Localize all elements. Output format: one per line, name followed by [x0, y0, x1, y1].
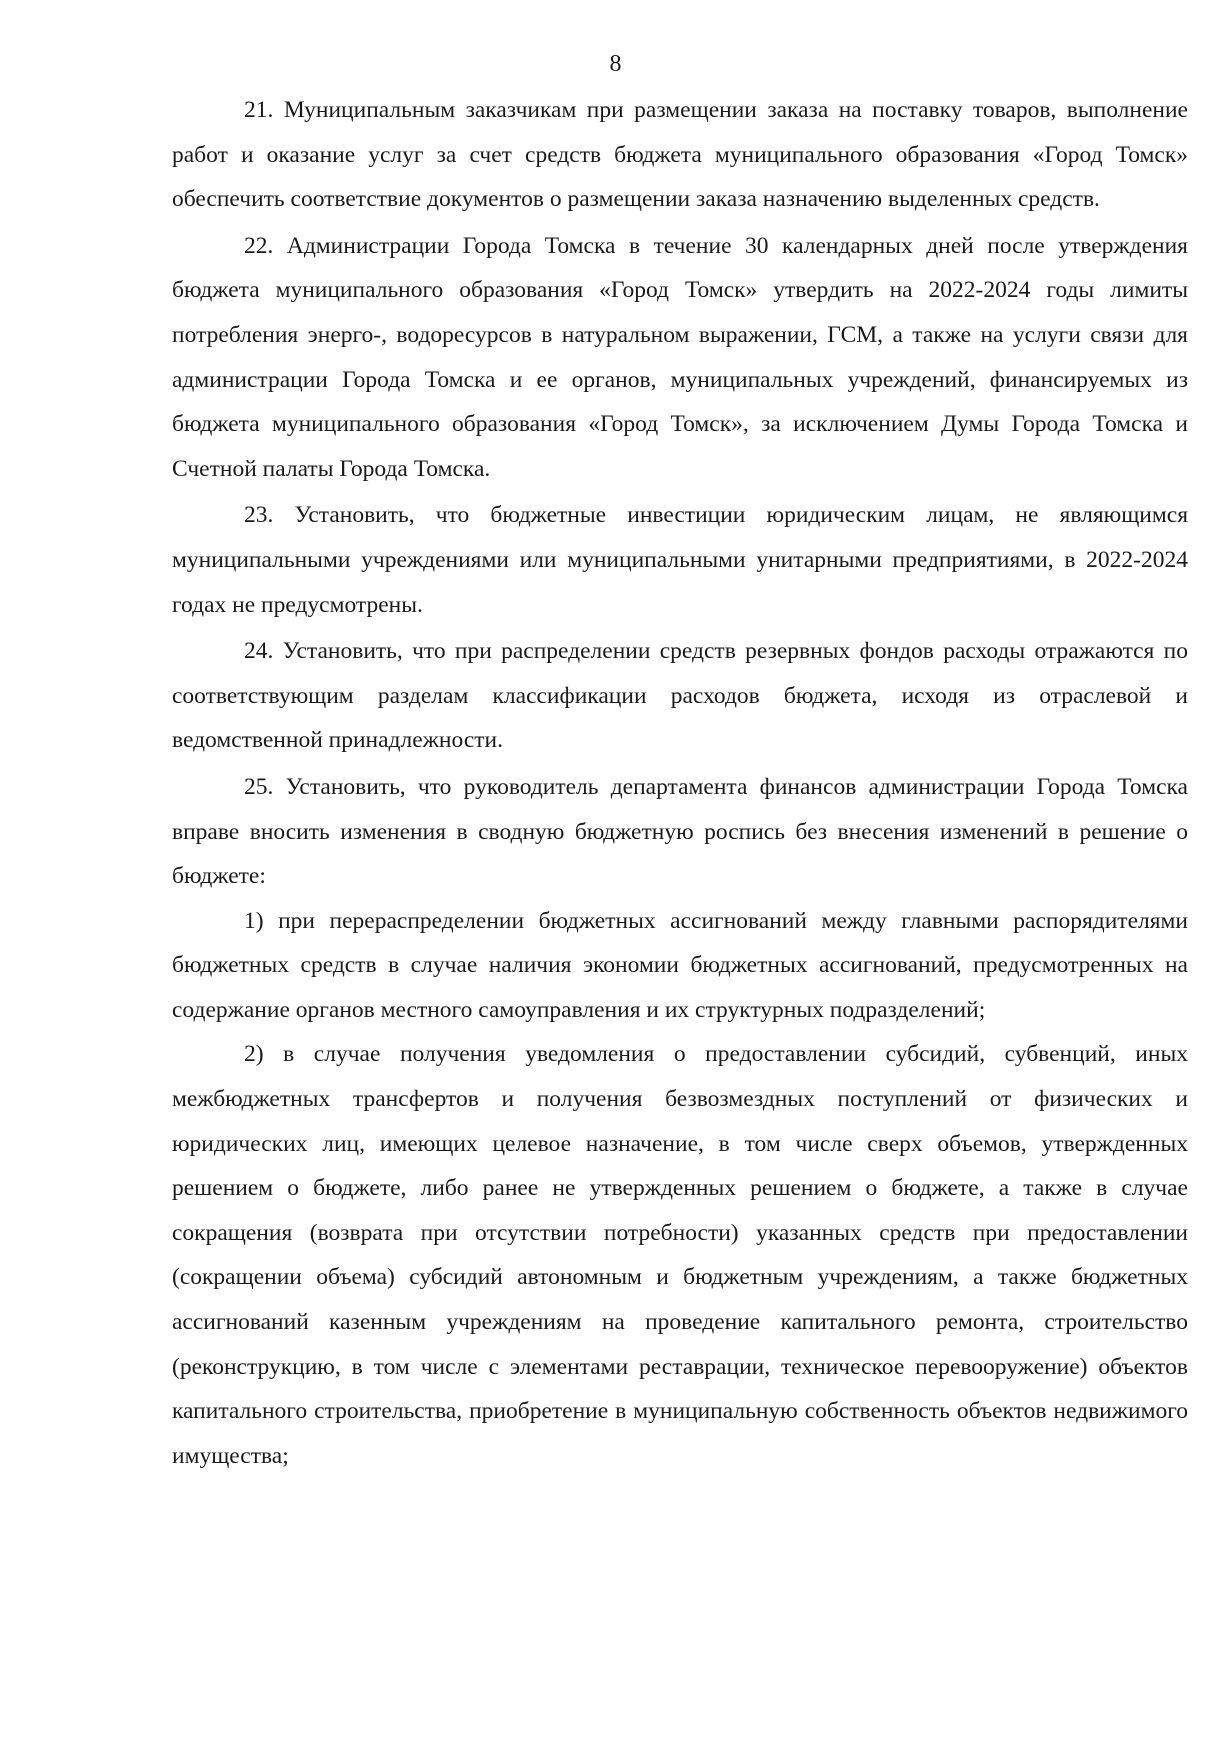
paragraph-25-item-2: 2) в случае получения уведомления о предоставлении субсидий, субвенций, иных межбюджетных трансфертов и получения безвозмездных поступлений от физических и юридических лиц, имеющих целевое назначение, в том числе сверх объемов, утвержденных решением о бюджете, либо ранее не утвержденных решением о бюджете, а также в случае сокращения (возврата при отсутствии потребности) указанных средств при предоставлении (сокращении объема) субсидий автономным и бюджетным учреждениям, а также бюджетных ассигнований казенным учреждениям на проведение капитального ремонта, строительство (реконструкцию, в том числе с элементами реставрации, техническое перевооружение) объектов капитального строительства, приобретение в муниципальную собственность объектов недвижимого имущества; [172, 1041, 1188, 1469]
page-number: 8 [609, 51, 622, 77]
paragraph-25: 25. Установить, что руководитель департамента финансов администрации Города Томска вправе вносить изменения в сводную бюджетную роспись без внесения изменений в решение о бюджете: [172, 773, 1188, 890]
paragraph-21: 21. Муниципальным заказчикам при размещении заказа на поставку товаров, выполнение работ и оказание услуг за счет средств бюджета муниципального образования «Город Томск» обеспечить соответствие документов о размещении заказа назначению выделенных средств. [172, 97, 1188, 213]
document-body [172, 88, 1188, 1478]
paragraph-23: 23. Установить, что бюджетные инвестиции юридическим лицам, не являющимся муниципальными учреждениями или муниципальными унитарными предприятиями, в 2022-2024 годах не предусмотрены. [172, 502, 1188, 618]
paragraph-25-item-1: 1) при перераспределении бюджетных ассигнований между главными распорядителями бюджетных средств в случае наличия экономии бюджетных ассигнований, предусмотренных на содержание органов местного самоуправления и их структурных подразделений; [172, 907, 1188, 1023]
paragraph-24: 24. Установить, что при распределении средств резервных фондов расходы отражаются по соответствующим разделам классификации расходов бюджета, исходя из отраслевой и ведомственной принадлежности. [172, 638, 1188, 754]
paragraph-22: 22. Администрации Города Томска в течение 30 календарных дней после утверждения бюджета муниципального образования «Город Томск» утвердить на 2022-2024 годы лимиты потребления энерго-, водоресурсов в натуральном выражении, ГСМ, а также на услуги связи для администрации Города Томска и ее органов, муниципальных учреждений, финансируемых из бюджета муниципального образования «Город Томск», за исключением Думы Города Томска и Счетной палаты Города Томска. [172, 232, 1188, 482]
